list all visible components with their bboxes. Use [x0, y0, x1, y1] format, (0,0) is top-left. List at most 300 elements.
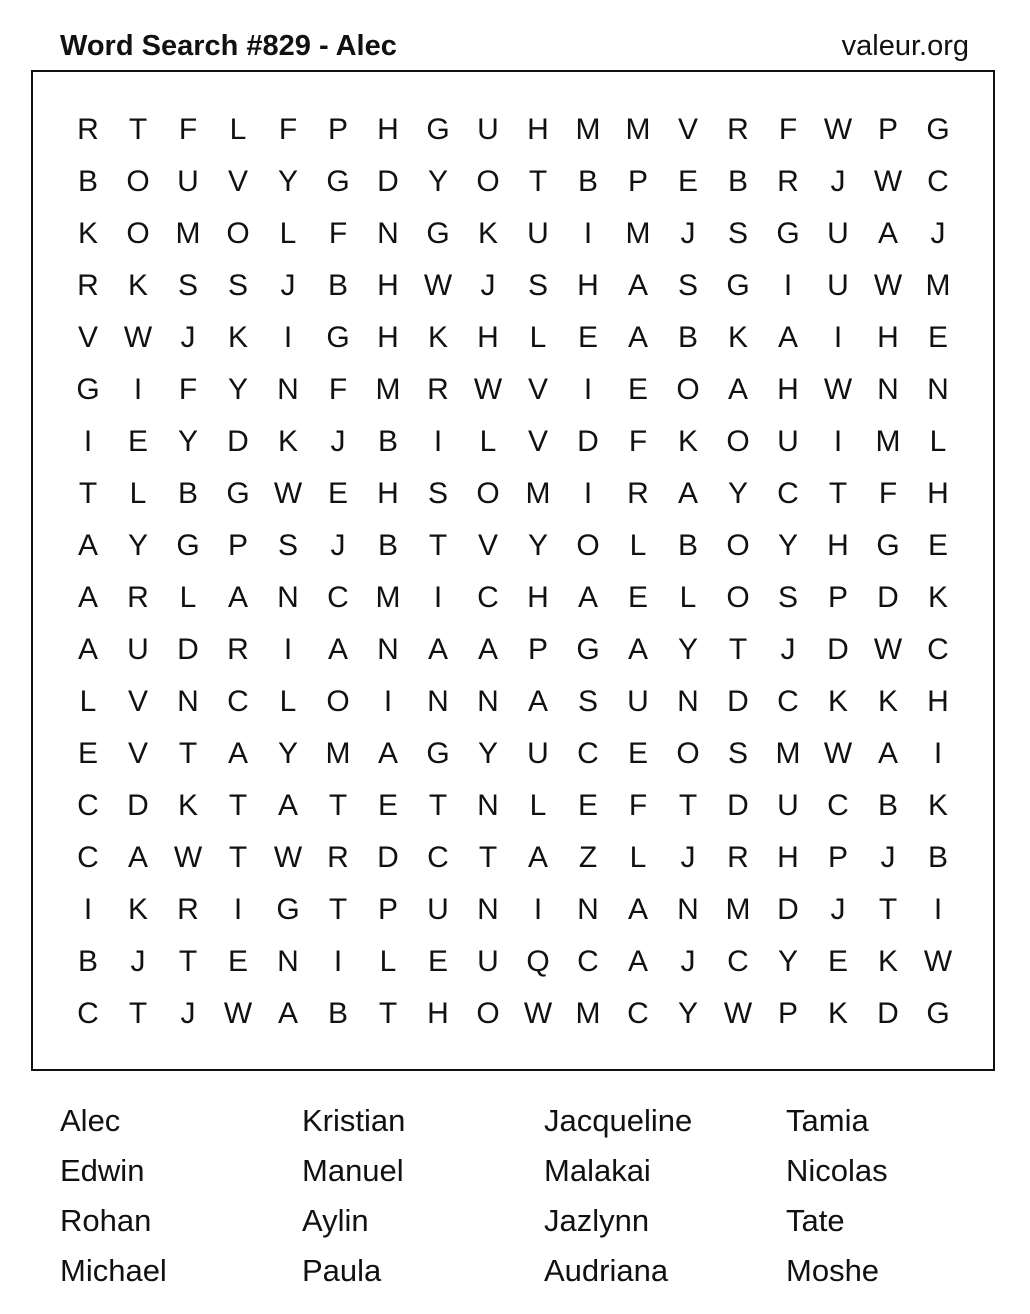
grid-cell: G [926, 997, 950, 1030]
grid-cell: N [277, 945, 299, 978]
grid-cell: T [328, 893, 348, 926]
grid-cell: B [327, 997, 348, 1030]
grid-cell: Y [177, 425, 198, 458]
grid-cell: D [577, 425, 599, 458]
grid-cell: F [328, 373, 348, 406]
grid-cell: Q [526, 945, 550, 978]
grid-cell: S [527, 269, 548, 302]
grid-cell: M [175, 217, 201, 250]
grid-cell: L [379, 945, 397, 978]
grid-cell: A [227, 581, 248, 614]
word-list-item: Tate [786, 1203, 845, 1238]
grid-cell: U [777, 425, 799, 458]
grid-cell: U [127, 633, 149, 666]
grid-cell: A [127, 841, 148, 874]
grid-cell: C [77, 841, 99, 874]
grid-cell: N [677, 685, 699, 718]
grid-cell: C [577, 737, 599, 770]
grid-cell: M [925, 269, 951, 302]
grid-cell: I [783, 269, 793, 302]
grid-cell: D [727, 789, 749, 822]
grid-cell: C [777, 477, 799, 510]
grid-cell: P [227, 529, 248, 562]
grid-cell: I [83, 893, 93, 926]
grid-cell: B [727, 165, 748, 198]
grid-cell: K [177, 789, 198, 822]
grid-cell: D [727, 685, 749, 718]
grid-cell: M [625, 113, 651, 146]
grid-cell: Y [227, 373, 248, 406]
grid-cell: L [929, 425, 947, 458]
grid-cell: O [726, 425, 750, 458]
grid-cell: G [876, 529, 900, 562]
grid-cell: K [927, 789, 948, 822]
grid-cell: R [127, 581, 149, 614]
grid-cell: R [727, 841, 749, 874]
grid-cell: N [377, 217, 399, 250]
grid-cell: S [427, 477, 448, 510]
grid-cell: I [833, 321, 843, 354]
grid-cell: C [327, 581, 349, 614]
grid-cell: E [927, 321, 948, 354]
grid-cell: H [527, 581, 549, 614]
grid-cell: S [577, 685, 598, 718]
grid-cell: K [877, 945, 898, 978]
grid-cell: H [377, 321, 399, 354]
grid-cell: T [378, 997, 398, 1030]
grid-cell: H [827, 529, 849, 562]
grid-cell: O [726, 529, 750, 562]
grid-cell: N [277, 581, 299, 614]
grid-cell: E [227, 945, 248, 978]
grid-cell: V [127, 737, 148, 770]
grid-cell: C [427, 841, 449, 874]
grid-cell: L [229, 113, 247, 146]
grid-cell: S [277, 529, 298, 562]
grid-cell: T [128, 113, 148, 146]
grid-cell: H [427, 997, 449, 1030]
grid-cell: J [930, 217, 946, 250]
grid-cell: S [727, 737, 748, 770]
grid-cell: A [877, 737, 898, 770]
grid-cell: F [878, 477, 898, 510]
grid-cell: E [577, 321, 598, 354]
grid-cell: R [177, 893, 199, 926]
grid-cell: E [377, 789, 398, 822]
grid-cell: V [677, 113, 698, 146]
word-list-item: Manuel [302, 1153, 404, 1188]
letter-grid [63, 104, 963, 1040]
grid-cell: M [575, 113, 601, 146]
grid-cell: A [477, 633, 498, 666]
grid-cell: B [577, 165, 598, 198]
grid-cell: G [326, 165, 350, 198]
grid-cell: O [476, 165, 500, 198]
grid-cell: I [933, 737, 943, 770]
grid-cell: A [377, 737, 398, 770]
grid-cell: J [680, 217, 696, 250]
grid-cell: C [77, 997, 99, 1030]
grid-cell: G [426, 113, 450, 146]
word-list-item: Rohan [60, 1203, 152, 1238]
grid-cell: C [927, 633, 949, 666]
grid-cell: I [383, 685, 393, 718]
grid-cell: T [428, 529, 448, 562]
grid-cell: J [180, 997, 196, 1030]
grid-cell: C [827, 789, 849, 822]
grid-cell: W [223, 997, 253, 1030]
grid-cell: G [326, 321, 350, 354]
grid-cell: N [477, 685, 499, 718]
grid-cell: D [127, 789, 149, 822]
grid-cell: C [227, 685, 249, 718]
grid-cell: A [77, 529, 98, 562]
grid-cell: H [577, 269, 599, 302]
grid-cell: D [227, 425, 249, 458]
grid-cell: L [679, 581, 697, 614]
grid-cell: H [927, 477, 949, 510]
grid-cell: H [527, 113, 549, 146]
grid-cell: T [128, 997, 148, 1030]
grid-cell: W [523, 997, 553, 1030]
grid-cell: H [377, 269, 399, 302]
grid-cell: K [677, 425, 698, 458]
grid-cell: G [426, 737, 450, 770]
grid-cell: R [77, 269, 99, 302]
grid-cell: T [728, 633, 748, 666]
grid-cell: T [828, 477, 848, 510]
grid-cell: P [827, 841, 848, 874]
grid-cell: Y [727, 477, 748, 510]
grid-cell: G [226, 477, 250, 510]
grid-cell: A [577, 581, 598, 614]
grid-cell: C [77, 789, 99, 822]
grid-cell: D [877, 997, 899, 1030]
grid-cell: C [927, 165, 949, 198]
grid-cell: N [427, 685, 449, 718]
grid-cell: M [375, 581, 401, 614]
grid-cell: B [377, 529, 398, 562]
grid-cell: M [775, 737, 801, 770]
grid-cell: L [179, 581, 197, 614]
grid-cell: W [123, 321, 153, 354]
grid-cell: E [127, 425, 148, 458]
grid-cell: T [478, 841, 498, 874]
grid-cell: N [177, 685, 199, 718]
grid-cell: D [377, 165, 399, 198]
grid-cell: B [677, 529, 698, 562]
grid-cell: U [527, 217, 549, 250]
grid-cell: I [133, 373, 143, 406]
grid-cell: H [927, 685, 949, 718]
grid-cell: E [577, 789, 598, 822]
word-list-item: Edwin [60, 1153, 145, 1188]
grid-cell: Y [677, 633, 698, 666]
grid-cell: C [777, 685, 799, 718]
grid-cell: O [226, 217, 250, 250]
grid-cell: H [877, 321, 899, 354]
grid-cell: I [283, 321, 293, 354]
grid-cell: R [227, 633, 249, 666]
grid-cell: Y [427, 165, 448, 198]
site-name: valeur.org [841, 30, 969, 62]
grid-cell: E [827, 945, 848, 978]
grid-cell: T [78, 477, 98, 510]
grid-cell: B [877, 789, 898, 822]
grid-cell: O [126, 217, 150, 250]
grid-cell: V [127, 685, 148, 718]
grid-cell: A [527, 841, 548, 874]
grid-cell: C [727, 945, 749, 978]
word-list-item: Aylin [302, 1203, 369, 1238]
grid-cell: J [680, 945, 696, 978]
grid-cell: A [627, 633, 648, 666]
grid-cell: W [873, 633, 903, 666]
grid-cell: F [778, 113, 798, 146]
grid-cell: L [129, 477, 147, 510]
grid-cell: N [477, 893, 499, 926]
word-list-item: Jazlynn [544, 1203, 650, 1238]
grid-cell: N [477, 789, 499, 822]
grid-cell: B [77, 165, 98, 198]
grid-cell: L [529, 321, 547, 354]
grid-cell: M [325, 737, 351, 770]
grid-cell: E [927, 529, 948, 562]
grid-cell: F [628, 425, 648, 458]
grid-cell: V [527, 373, 548, 406]
grid-cell: I [83, 425, 93, 458]
grid-cell: E [327, 477, 348, 510]
grid-cell: S [777, 581, 798, 614]
grid-cell: J [330, 425, 346, 458]
grid-cell: I [583, 217, 593, 250]
grid-cell: T [428, 789, 448, 822]
puzzle-title: Word Search #829 - Alec [60, 30, 397, 62]
grid-cell: A [427, 633, 448, 666]
grid-cell: A [627, 893, 648, 926]
grid-cell: K [477, 217, 498, 250]
word-list-item: Jacqueline [544, 1103, 693, 1138]
grid-cell: A [277, 789, 298, 822]
word-list-item: Nicolas [786, 1153, 888, 1188]
grid-cell: O [476, 997, 500, 1030]
grid-cell: T [678, 789, 698, 822]
grid-cell: K [127, 269, 148, 302]
grid-cell: R [427, 373, 449, 406]
grid-cell: C [577, 945, 599, 978]
grid-cell: V [477, 529, 498, 562]
grid-cell: H [377, 113, 399, 146]
grid-cell: J [180, 321, 196, 354]
grid-cell: W [173, 841, 203, 874]
grid-cell: M [625, 217, 651, 250]
grid-cell: I [333, 945, 343, 978]
grid-cell: J [780, 633, 796, 666]
grid-cell: A [777, 321, 798, 354]
grid-cell: A [77, 581, 98, 614]
grid-cell: A [527, 685, 548, 718]
grid-cell: O [676, 737, 700, 770]
grid-cell: G [276, 893, 300, 926]
grid-cell: L [279, 685, 297, 718]
grid-cell: T [228, 841, 248, 874]
grid-cell: A [327, 633, 348, 666]
grid-cell: B [177, 477, 198, 510]
grid-cell: E [627, 373, 648, 406]
grid-cell: V [77, 321, 98, 354]
word-list [60, 1096, 1028, 1296]
grid-cell: R [77, 113, 99, 146]
grid-cell: J [830, 893, 846, 926]
grid-cell: U [477, 945, 499, 978]
grid-cell: P [377, 893, 398, 926]
grid-cell: E [627, 581, 648, 614]
grid-cell: P [877, 113, 898, 146]
grid-cell: T [228, 789, 248, 822]
grid-cell: L [279, 217, 297, 250]
grid-cell: I [533, 893, 543, 926]
grid-cell: V [527, 425, 548, 458]
grid-cell: P [777, 997, 798, 1030]
grid-cell: J [680, 841, 696, 874]
grid-cell: T [878, 893, 898, 926]
grid-cell: T [178, 945, 198, 978]
grid-cell: I [433, 581, 443, 614]
grid-cell: N [377, 633, 399, 666]
grid-cell: M [525, 477, 551, 510]
grid-cell: B [327, 269, 348, 302]
grid-cell: A [627, 321, 648, 354]
grid-cell: P [827, 581, 848, 614]
grid-cell: J [480, 269, 496, 302]
grid-cell: G [776, 217, 800, 250]
grid-cell: Y [277, 165, 298, 198]
grid-cell: M [725, 893, 751, 926]
grid-cell: I [283, 633, 293, 666]
grid-cell: P [327, 113, 348, 146]
grid-cell: G [426, 217, 450, 250]
grid-cell: C [627, 997, 649, 1030]
grid-cell: W [873, 165, 903, 198]
grid-cell: H [777, 373, 799, 406]
grid-cell: G [576, 633, 600, 666]
word-list-item: Moshe [786, 1253, 880, 1288]
grid-cell: L [79, 685, 97, 718]
grid-cell: A [627, 945, 648, 978]
grid-cell: L [629, 529, 647, 562]
grid-cell: I [583, 373, 593, 406]
grid-cell: K [727, 321, 748, 354]
grid-cell: W [723, 997, 753, 1030]
grid-cell: B [377, 425, 398, 458]
word-list-item: Malakai [544, 1153, 651, 1188]
grid-cell: N [677, 893, 699, 926]
grid-cell: N [277, 373, 299, 406]
grid-cell: R [627, 477, 649, 510]
grid-cell: L [529, 789, 547, 822]
grid-cell: D [377, 841, 399, 874]
grid-cell: U [777, 789, 799, 822]
grid-cell: E [77, 737, 98, 770]
grid-cell: K [927, 581, 948, 614]
grid-cell: M [875, 425, 901, 458]
grid-cell: W [823, 113, 853, 146]
grid-cell: Y [527, 529, 548, 562]
grid-cell: G [726, 269, 750, 302]
grid-cell: N [927, 373, 949, 406]
grid-cell: F [328, 217, 348, 250]
grid-cell: A [627, 269, 648, 302]
grid-cell: J [880, 841, 896, 874]
grid-cell: S [227, 269, 248, 302]
grid-cell: D [827, 633, 849, 666]
grid-cell: W [473, 373, 503, 406]
grid-cell: Y [777, 945, 798, 978]
grid-cell: I [833, 425, 843, 458]
grid-cell: T [328, 789, 348, 822]
grid-cell: H [477, 321, 499, 354]
grid-cell: K [827, 997, 848, 1030]
grid-cell: B [77, 945, 98, 978]
grid-cell: F [628, 789, 648, 822]
grid-cell: R [327, 841, 349, 874]
grid-cell: U [827, 269, 849, 302]
grid-cell: I [583, 477, 593, 510]
grid-cell: O [676, 373, 700, 406]
grid-cell: U [427, 893, 449, 926]
word-list-item: Audriana [544, 1253, 669, 1288]
grid-cell: A [877, 217, 898, 250]
grid-cell: T [178, 737, 198, 770]
grid-cell: J [130, 945, 146, 978]
grid-cell: G [926, 113, 950, 146]
grid-cell: D [777, 893, 799, 926]
grid-cell: K [277, 425, 298, 458]
grid-cell: D [877, 581, 899, 614]
grid-cell: W [823, 737, 853, 770]
grid-cell: P [527, 633, 548, 666]
grid-cell: W [273, 841, 303, 874]
grid-cell: K [227, 321, 248, 354]
grid-cell: E [427, 945, 448, 978]
grid-cell: F [178, 373, 198, 406]
word-list-item: Michael [60, 1253, 167, 1288]
grid-cell: B [927, 841, 948, 874]
grid-cell: Z [578, 841, 598, 874]
grid-cell: G [176, 529, 200, 562]
grid-cell: A [77, 633, 98, 666]
word-list-item: Paula [302, 1253, 382, 1288]
grid-cell: L [629, 841, 647, 874]
grid-cell: U [827, 217, 849, 250]
grid-cell: Y [127, 529, 148, 562]
grid-cell: U [627, 685, 649, 718]
grid-cell: W [423, 269, 453, 302]
grid-cell: I [233, 893, 243, 926]
grid-cell: Y [277, 737, 298, 770]
grid-cell: R [777, 165, 799, 198]
grid-cell: F [278, 113, 298, 146]
grid-cell: W [823, 373, 853, 406]
grid-cell: K [827, 685, 848, 718]
grid-cell: O [726, 581, 750, 614]
grid-cell: O [576, 529, 600, 562]
grid-cell: G [76, 373, 100, 406]
grid-cell: A [227, 737, 248, 770]
grid-cell: C [477, 581, 499, 614]
grid-cell: D [177, 633, 199, 666]
grid-cell: Y [477, 737, 498, 770]
